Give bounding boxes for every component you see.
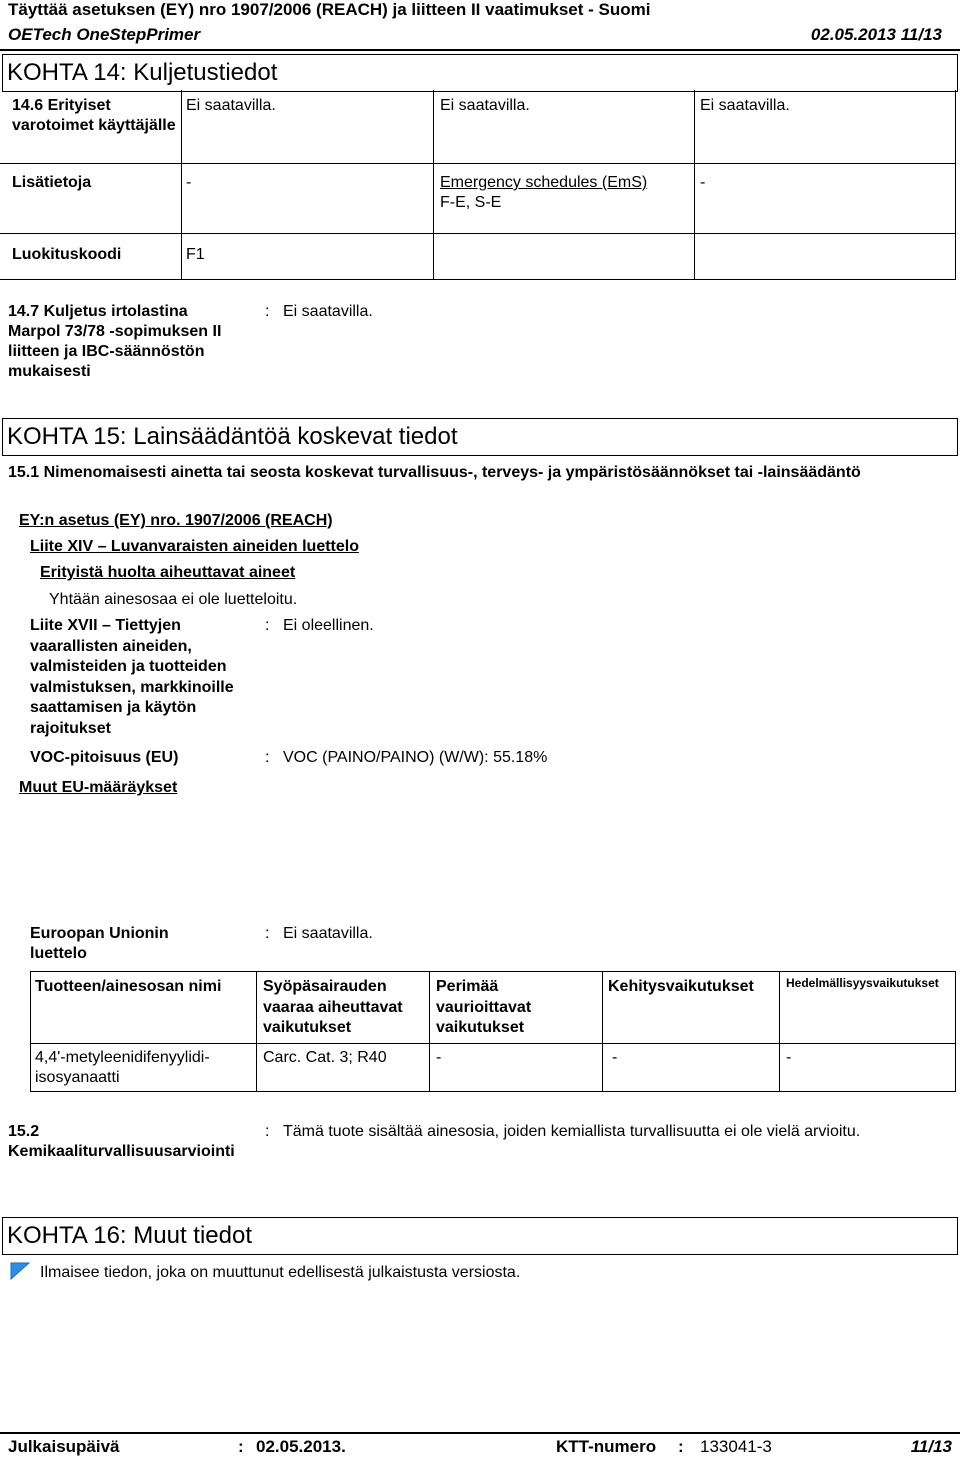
- eu-list-label: Euroopan Unionin luettelo: [30, 925, 169, 962]
- table-rule: [0, 279, 956, 280]
- annex-xiv-heading: Liite XIV – Luvanvaraisten aineiden luettelo: [30, 538, 359, 555]
- row-luokitus-value: F1: [186, 246, 205, 263]
- product-name: OETech OneStepPrimer: [8, 25, 201, 44]
- colon-separator: :: [265, 1123, 270, 1140]
- subsection-15-1: 15.1 Nimenomaisesti ainetta tai seosta koskevat turvallisuus-, terveys- ja ympäristösäännökset tai -lainsäädäntö: [8, 464, 861, 481]
- row-14-7-label: 14.7 Kuljetus irtolastina Marpol 73/78 -sopimuksen II liitteen ja IBC-säännöstön mukaisesti: [8, 303, 222, 380]
- colon-separator: :: [265, 303, 270, 320]
- table-rule: [0, 163, 956, 164]
- table-divider: [30, 971, 31, 1091]
- column-header: Syöpäsairauden vaaraa aiheuttavat vaikutukset: [263, 978, 403, 1036]
- column-header: Perimää vaurioittavat vaikutukset: [436, 978, 532, 1036]
- table-rule: [30, 1091, 956, 1092]
- section-14-heading: KOHTA 14: Kuljetustiedot: [7, 59, 278, 86]
- row-lisatietoja-value: -: [186, 174, 192, 191]
- voc-label: VOC-pitoisuus (EU): [30, 749, 179, 766]
- colon-separator: :: [265, 749, 270, 766]
- table-cell: 4,4'-metyleenidifenyylidi-isosyanaatti: [35, 1049, 210, 1086]
- table-cell: Carc. Cat. 3; R40: [263, 1049, 387, 1066]
- annex-xvii-value: Ei oleellinen.: [283, 617, 374, 634]
- footer-ktt-value: 133041-3: [700, 1437, 772, 1456]
- document-title: Täyttää asetuksen (EY) nro 1907/2006 (REACH) ja liitteen II vaatimukset - Suomi: [8, 0, 651, 19]
- changed-marker-icon: [10, 1262, 30, 1280]
- footer-ktt-label: KTT-numero: [556, 1437, 657, 1456]
- header-date-page: 02.05.2013 11/13: [810, 25, 942, 44]
- column-header: Tuotteen/ainesosan nimi: [35, 978, 222, 995]
- table-divider: [256, 971, 257, 1091]
- footer-rule: [0, 1432, 960, 1434]
- table-rule: [30, 1043, 956, 1044]
- ems-value: F-E, S-E: [440, 194, 502, 211]
- subsection-15-2-label: 15.2 Kemikaaliturvallisuusarviointi: [8, 1123, 235, 1160]
- header-rule: [0, 49, 960, 51]
- table-rule: [0, 233, 956, 234]
- reach-regulation: EY:n asetus (EY) nro. 1907/2006 (REACH): [19, 512, 333, 529]
- table-cell: -: [786, 1049, 792, 1066]
- row-lisatietoja-value: -: [700, 174, 706, 191]
- column-header: Kehitysvaikutukset: [608, 978, 754, 995]
- row-14-7-value: Ei saatavilla.: [283, 303, 373, 320]
- section-16-heading-box: [2, 1217, 958, 1255]
- row-14-6-label: 14.6 Erityiset varotoimet käyttäjälle: [12, 97, 176, 134]
- table-divider: [433, 90, 434, 280]
- table-divider: [694, 90, 695, 280]
- footer-date-label: Julkaisupäivä: [8, 1437, 120, 1456]
- voc-value: VOC (PAINO/PAINO) (W/W): 55.18%: [283, 749, 548, 766]
- row-lisatietoja-label: Lisätietoja: [12, 174, 92, 191]
- eu-list-value: Ei saatavilla.: [283, 925, 373, 942]
- colon-separator: :: [678, 1437, 684, 1456]
- row-14-6-value: Ei saatavilla.: [700, 97, 790, 114]
- section-14-heading-box: [2, 54, 958, 92]
- footer-page: 11/13: [910, 1437, 952, 1456]
- footer-date-value: 02.05.2013.: [256, 1437, 346, 1456]
- table-divider: [181, 90, 182, 280]
- subsection-15-2-value: Tämä tuote sisältää ainesosia, joiden kemiallista turvallisuutta ei ole vielä arvioitu.: [283, 1123, 861, 1140]
- colon-separator: :: [238, 1437, 244, 1456]
- change-note: Ilmaisee tiedon, joka on muuttunut edellisestä julkaistusta versiosta.: [40, 1264, 521, 1281]
- table-cell: -: [612, 1049, 618, 1066]
- svhc-value: Yhtään ainesosaa ei ole luetteloitu.: [49, 591, 298, 608]
- table-divider: [429, 971, 430, 1091]
- colon-separator: :: [265, 925, 270, 942]
- table-divider: [955, 90, 956, 280]
- row-14-6-value: Ei saatavilla.: [186, 97, 276, 114]
- section-15-heading: KOHTA 15: Lainsäädäntöä koskevat tiedot: [7, 423, 458, 450]
- section-16-heading: KOHTA 16: Muut tiedot: [7, 1222, 253, 1249]
- annex-xvii-label: Liite XVII – Tiettyjen vaarallisten aineiden, valmisteiden ja tuotteiden valmistuksen, markkinoille saattamisen ja käytön rajoitukset: [30, 617, 234, 737]
- table-cell: -: [436, 1049, 442, 1066]
- table-divider: [602, 971, 603, 1091]
- section-15-heading-box: [2, 418, 958, 456]
- ems-link[interactable]: Emergency schedules (EmS): [440, 174, 648, 191]
- row-luokitus-label: Luokituskoodi: [12, 246, 122, 263]
- other-eu-regulations: Muut EU-määräykset: [19, 779, 178, 796]
- table-divider: [779, 971, 780, 1091]
- row-14-6-value: Ei saatavilla.: [440, 97, 530, 114]
- svhc-heading: Erityistä huolta aiheuttavat aineet: [40, 564, 296, 581]
- table-rule: [30, 971, 956, 972]
- table-divider: [955, 971, 956, 1091]
- colon-separator: :: [265, 617, 270, 634]
- column-header: Hedelmällisyysvaikutukset: [786, 976, 939, 990]
